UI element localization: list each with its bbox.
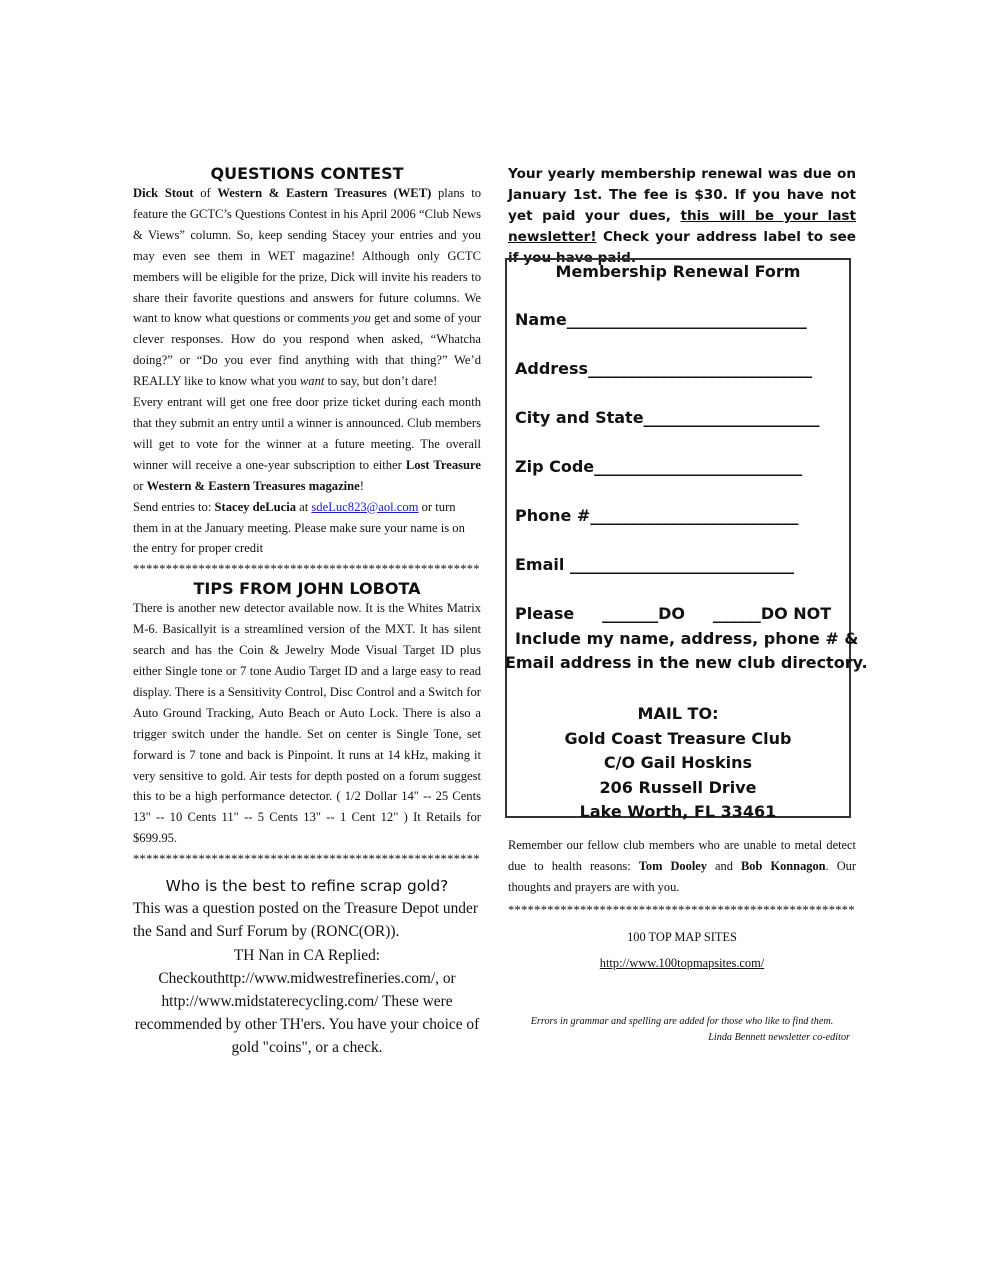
text-span: . Our thoughts and prayers are with you. [508,858,856,894]
directory-include-line-2: Email address in the new club directory. [505,653,868,672]
gold-line-3: Checkouthttp://www.midwestrefineries.com/, or http://www.midstaterecycling.com/ These were recommended by other TH'ers. You have your choice of gold "coins", or a check. [134,969,480,1057]
stacey-name: Stacey deLucia [214,499,297,514]
remember-members [508,835,856,898]
text-span: and [706,858,742,873]
emphasis-you: you [352,311,371,326]
questions-contest-paragraph-1 [133,183,481,392]
text-span: Your yearly membership renewal was due on January 1st. The fee is $30. If you have not yet paid your dues, [508,166,856,224]
emphasis-want: want [299,374,325,389]
email-field[interactable]: Email ____________________________ [515,555,794,574]
text-span: Remember our fellow club members who are unable to metal detect due to health reasons: [508,838,856,873]
map-sites-link-wrap [508,954,856,972]
gold-line-1: This was a question posted on the Treasure Depot under the Sand and Surf Forum by (RONC(OR)). [133,900,478,941]
text-span: to say, but don’t dare! [324,374,438,389]
zip-code-field[interactable]: Zip Code__________________________ [515,457,803,476]
text-span: of [193,186,218,200]
editor-credit: Linda Bennett newsletter co-editor [708,1031,850,1043]
text-span: or turn them in at the January meeting. Please make sure your name is on the entry for proper credit [133,499,465,556]
text-span: ! [359,478,364,493]
address-field[interactable]: Address____________________________ [515,359,813,378]
map-sites-title: 100 TOP MAP SITES [627,929,737,944]
directory-opt-in[interactable]: Please _______DO ______DO NOT [515,604,832,623]
mail-to-label: MAIL TO: [637,704,719,723]
city-state-field[interactable]: City and State______________________ [515,408,820,427]
city-state-zip: Lake Worth, FL 33461 [579,802,777,821]
gold-line-2: TH Nan in CA Replied: [233,946,381,964]
right-column [508,164,856,269]
stacey-email-link[interactable]: sdeLuc823@aol.com [311,499,419,514]
mail-to-block [507,702,849,825]
renewal-notice [508,164,856,269]
directory-include-line-1: Include my name, address, phone # & [515,629,859,648]
gold-body [133,897,481,1059]
member-name-2: Bob Konnagon [741,858,826,873]
wet-magazine-name: Western & Eastern Treasures (WET) [217,186,432,200]
last-newsletter-warning: this will be your last newsletter! [508,208,856,245]
text-span: plans to feature the GCTC’s Questions Contest in his April 2006 “Club News & Views” column. So, keep sending Stacey your entries and you may even see them in WET magazine! Although only GCTC members will be eligible for the prize, Dick will invite his readers to share their favorite questions and answers for future columns. We want to know what questions or comments [133,186,482,326]
divider-stars: ***************************************************** [133,852,480,867]
text-span: Check your address label to see if you have paid. [508,229,856,266]
lost-treasure-name: Lost Treasure [405,457,481,472]
name-field[interactable]: Name______________________________ [515,310,807,329]
questions-contest-paragraph-3 [133,497,481,560]
dick-stout-name: Dick Stout [133,186,194,200]
errors-note: Errors in grammar and spelling are added for those who like to find them. [530,1015,834,1027]
divider-stars: ***************************************************** [508,902,855,917]
right-column-bottom [508,835,856,1043]
form-title: Membership Renewal Form [555,262,801,281]
club-name: Gold Coast Treasure Club [564,728,792,748]
care-of: C/O Gail Hoskins [603,753,753,772]
text-span: at [296,499,312,514]
questions-contest-title: QUESTIONS CONTEST [210,164,404,183]
wet-magazine-name-2: Western & Eastern Treasures magazine [146,478,360,493]
questions-contest-paragraph-2 [133,392,481,497]
text-span: get and some of your clever responses. How do you respond when asked, “Whatcha doing?” or “Do you ever find anything with that thing?” We’d REALLY like to know what you [133,311,481,389]
left-column [133,164,481,1060]
map-sites-link[interactable]: http://www.100topmapsites.com/ [599,955,765,970]
text-span: or [133,478,147,493]
phone-field[interactable]: Phone #__________________________ [515,506,799,525]
divider-stars: ***************************************************** [133,562,480,577]
membership-renewal-form [505,258,868,821]
text-span: Every entrant will get one free door prize ticket during each month that they submit an entry until a winner is announced. Club members will get to vote for the winner at a future meeting. The overall winner will receive a one-year subscription to either [133,395,481,472]
text-span: Send entries to: [133,499,215,514]
tips-title: TIPS FROM JOHN LOBOTA [193,579,421,599]
street-address: 206 Russell Drive [599,777,757,797]
tips-body: There is another new detector available now. It is the Whites Matrix M-6. Basicallyit is a streamlined version of the MXT. It has silent search and has the Coin & Jewelry Mode Visual Target ID plus either Single tone or 7 tone Audio Target ID and a large easy to read display. There is a Sensitivity Control, Disc Control and a Switch for Auto Ground Tracking, Auto Beach or Auto Lock. There is also a trigger switch under the handle. Set on center is Single Tone, set forward is 7 tone and back is Pinpoint. It runs at 14 kHz, making it very sensitive to gold. Air tests for depth posted on a forum suggest this to be a high performance detector. ( 1/2 Dollar 14" -- 25 Cents 13" -- 10 Cents 11" -- 5 Cents 13" -- 1 Cent 12" ) It Retails for $699.95. [133,601,481,846]
member-name-1: Tom Dooley [638,858,707,873]
gold-question: Who is the best to refine scrap gold? [165,877,449,896]
